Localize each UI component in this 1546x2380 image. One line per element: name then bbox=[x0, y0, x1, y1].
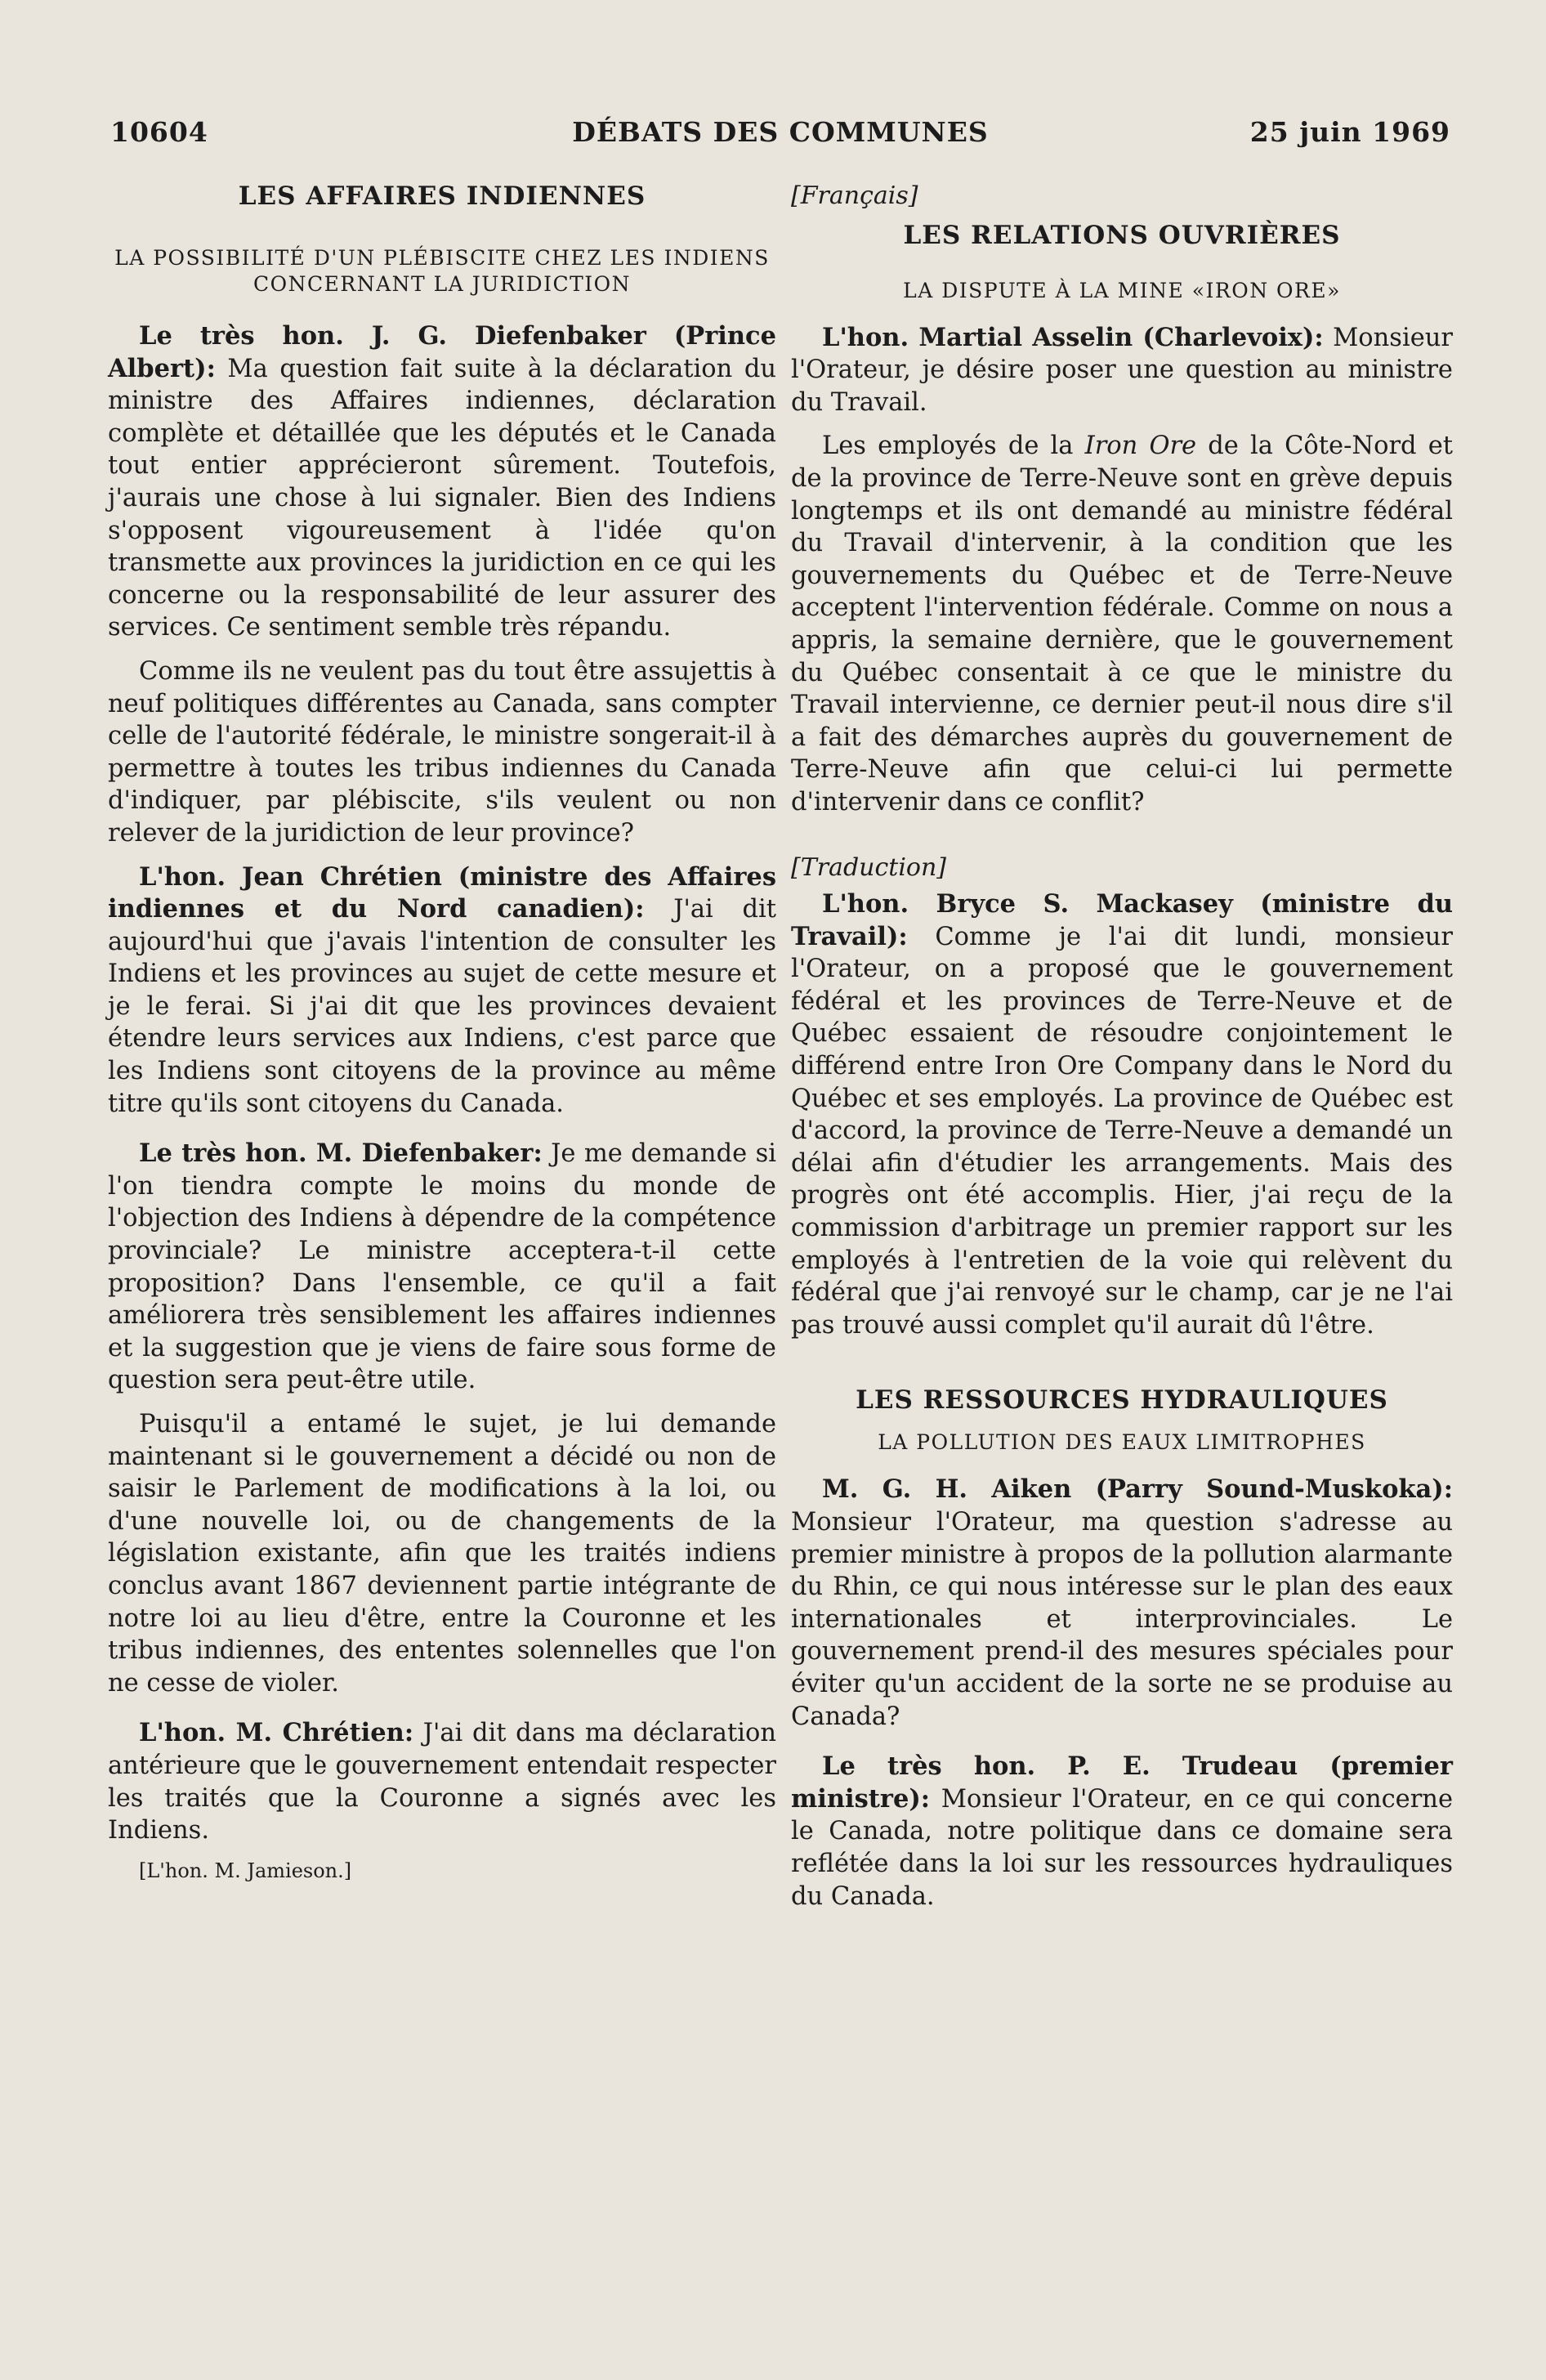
right-column bbox=[791, 180, 1453, 1912]
paragraph bbox=[791, 1474, 1453, 1733]
paragraph bbox=[108, 1138, 776, 1397]
section-title: LES RELATIONS OUVRIÈRES bbox=[903, 220, 1341, 250]
paragraph-text: Monsieur l'Orateur, ma question s'adresse au premier ministre à propos de la pollution alarmante du Rhin, ce qui nous intéresse sur le plan des eaux internationales et interprovinciales. Le gouvernement prend-il des mesures spéciales pour éviter qu'un accident de la sorte ne se produise au Canada? bbox=[791, 1508, 1453, 1731]
paragraph bbox=[108, 861, 776, 1121]
left-column bbox=[108, 180, 776, 1887]
language-marker: [Traduction] bbox=[791, 852, 947, 882]
paragraph bbox=[791, 430, 1453, 818]
section-title: LES AFFAIRES INDIENNES bbox=[238, 181, 646, 211]
paragraph bbox=[791, 888, 1453, 1341]
company-name: Iron Ore bbox=[1084, 432, 1197, 461]
paragraph bbox=[791, 1751, 1453, 1912]
paragraph-text: Monsieur l'Orateur, en ce qui concerne le Canada, notre politique dans ce domaine sera reflétée dans la loi sur les ressources hydrauliques du Canada. bbox=[791, 1784, 1453, 1911]
speaker-name: L'hon. Bryce S. Mackasey (ministre du Travail): bbox=[791, 889, 1453, 951]
paragraph: Puisqu'il a entamé le sujet, je lui demande maintenant si le gouvernement a décidé ou non de saisir le Parlement de modifications à la loi, ou d'une nouvelle loi, ou de changements de la législation existante, afin que les traités indiens conclus avant 1867 deviennent partie intégrante de notre loi au lieu d'être, entre la Couronne et les tribus indiennes, des ententes solennelles que l'on ne cesse de violer. bbox=[108, 1410, 776, 1698]
section-title: LES RESSOURCES HYDRAULIQUES bbox=[856, 1385, 1388, 1416]
speaker-name: L'hon. M. Chrétien: bbox=[139, 1718, 414, 1748]
paragraph-text: J'ai dit aujourd'hui que j'avais l'intention de consulter les Indiens et les provinces au sujet de cette mesure et je le ferai. Si j'ai dit que les provinces devaient étendre leurs services aux Indiens, c'est parce que les Indiens sont citoyens de la province au même titre qu'ils sont citoyens du Canada. bbox=[108, 895, 776, 1118]
section-subtitle: LA POSSIBILITÉ D'UN PLÉBISCITE CHEZ LES INDIENS CONCERNANT LA JURIDICTION bbox=[114, 246, 770, 296]
speaker-name: Le très hon. P. E. Trudeau (premier ministre): bbox=[791, 1751, 1453, 1814]
language-marker: [Français] bbox=[791, 181, 918, 210]
publication-title: DÉBATS DES COMMUNES bbox=[572, 116, 989, 148]
paragraph-text: Ma question fait suite à la déclaration du ministre des Affaires indiennes, déclaration complète et détaillée que les députés et le Canada tout entier apprécieront sûrement. Toutefois, j'aurais une chose à lui signaler. Bien des Indiens s'opposent vigoureusement à l'idée qu'on transmette aux provinces la juridiction en ce qui les concerne ou la responsabilité de leur assurer des services. Ce sentiment semble très répandu. bbox=[108, 354, 776, 642]
paragraph bbox=[791, 322, 1453, 419]
speaker-name: Le très hon. J. G. Diefenbaker (Prince Albert): bbox=[108, 321, 776, 383]
speaker-name: Le très hon. M. Diefenbaker: bbox=[139, 1139, 543, 1169]
page-number: 10604 bbox=[110, 116, 208, 148]
paragraph-text: de la Côte-Nord et de la province de Terre-Neuve sont en grève depuis longtemps et ils ont demandé au ministre fédéral du Travail d'intervenir, à la condition que les gouvernements du Québec et de Terre-Neuve acceptent l'intervention fédérale. Comme on nous a appris, la semaine dernière, que le gouvernement du Québec consentait à ce que le ministre du Travail intervienne, ce dernier peut-il nous dire s'il a fait des démarches auprès du gouvernement de Terre-Neuve afin que celui-ci lui permette d'intervenir dans ce conflit? bbox=[791, 432, 1454, 816]
paragraph-text: Je me demande si l'on tiendra compte le moins du monde de l'objection des Indiens à dépendre de la compétence provinciale? Le ministre acceptera-t-il cette proposition? Dans l'ensemble, ce qu'il a fait améliorera très sensiblement les affaires indiennes et la suggestion que je viens de faire sous forme de question sera peut-être utile. bbox=[108, 1139, 776, 1395]
paragraph bbox=[108, 320, 776, 644]
paragraph-text: Comme je l'ai dit lundi, monsieur l'Orateur, on a proposé que le gouvernement fédéral et les provinces de Terre-Neuve et de Québec essaient de résoudre conjointement le différend entre Iron Ore Company dans le Nord du Québec et ses employés. La province de Québec est d'accord, la province de Terre-Neuve a demandé un délai afin d'étudier les arrangements. Mais des progrès ont été accomplis. Hier, j'ai reçu de la commission d'arbitrage un premier rapport sur les employés à l'entretien de la voie qui relèvent du fédéral que j'ai renvoyé sur le champ, car je ne l'ai pas trouvé aussi complet qu'il aurait dû l'être. bbox=[791, 922, 1453, 1340]
paragraph-text: Monsieur l'Orateur, je désire poser une question au ministre du Travail. bbox=[791, 323, 1453, 417]
paragraph bbox=[108, 1717, 776, 1846]
page-header bbox=[110, 116, 1450, 157]
section-subtitle: LA DISPUTE À LA MINE «IRON ORE» bbox=[903, 278, 1341, 302]
speaker-name: L'hon. Martial Asselin (Charlevoix): bbox=[822, 322, 1324, 352]
footer-note: [L'hon. M. Jamieson.] bbox=[139, 1859, 352, 1882]
paragraph: Comme ils ne veulent pas du tout être assujettis à neuf politiques différentes au Canada, sans compter celle de l'autorité fédérale, le ministre songerait-il à permettre à toutes les tribus indiennes du Canada d'indiquer, par plébiscite, s'ils veulent ou non relever de la juridiction de leur province? bbox=[108, 656, 776, 848]
paragraph-text: Les employés de la bbox=[822, 432, 1085, 461]
page-date: 25 juin 1969 bbox=[1249, 116, 1450, 148]
speaker-name: M. G. H. Aiken (Parry Sound-Muskoka): bbox=[822, 1474, 1453, 1505]
paragraph-text: J'ai dit dans ma déclaration antérieure que le gouvernement entendait respecter les traités que la Couronne a signés avec les Indiens. bbox=[108, 1719, 776, 1845]
section-subtitle: LA POLLUTION DES EAUX LIMITROPHES bbox=[878, 1430, 1366, 1455]
speaker-name: L'hon. Jean Chrétien (ministre des Affaires indiennes et du Nord canadien): bbox=[108, 861, 776, 924]
